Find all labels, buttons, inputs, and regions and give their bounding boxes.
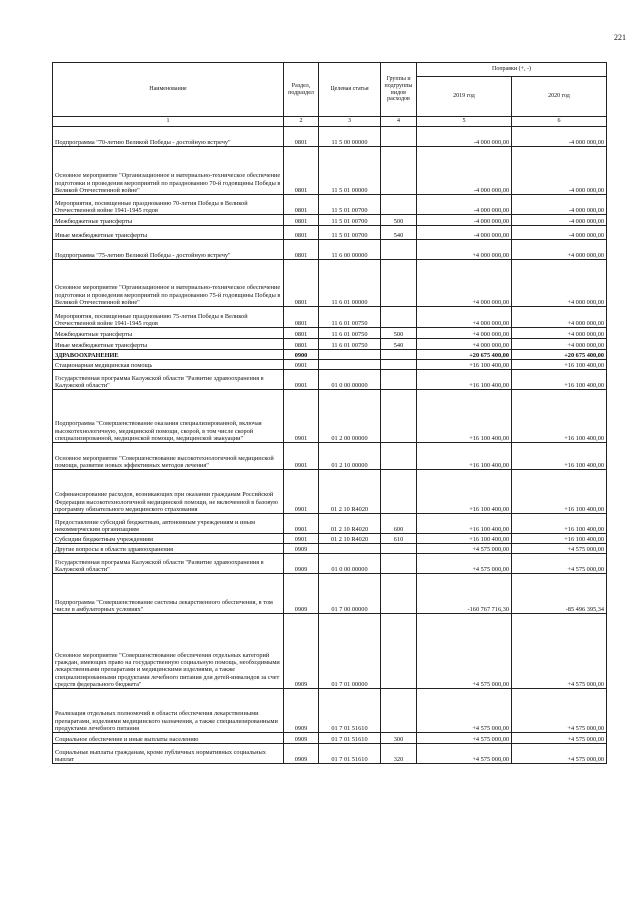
index-col-1: 1 <box>53 117 284 127</box>
row-amount-2020: -4 000 000,00 <box>512 127 607 147</box>
row-section: 0801 <box>284 307 319 328</box>
row-target: 01 7 01 51610 <box>319 744 381 764</box>
row-amount-2020: +16 100 400,00 <box>512 390 607 443</box>
row-target: 01 7 01 51610 <box>319 733 381 744</box>
index-col-6: 6 <box>512 117 607 127</box>
page-number: 221 <box>614 33 626 42</box>
table-row <box>53 614 607 689</box>
index-col-4: 4 <box>381 117 417 127</box>
table-row <box>53 514 607 534</box>
row-group <box>381 260 417 307</box>
row-amount-2019: -4 000 000,00 <box>417 195 512 215</box>
table-row <box>53 390 607 443</box>
row-target: 01 2 10 R4020 <box>319 534 381 544</box>
row-section: 0901 <box>284 534 319 544</box>
row-name: Другие вопросы в области здравоохранения <box>53 544 284 554</box>
row-group <box>381 574 417 614</box>
row-amount-2020: +4 000 000,00 <box>512 307 607 328</box>
row-target: 01 7 01 00000 <box>319 614 381 689</box>
row-amount-2020: -4 000 000,00 <box>512 147 607 195</box>
row-section: 0801 <box>284 328 319 339</box>
row-section: 0801 <box>284 226 319 240</box>
row-group <box>381 307 417 328</box>
header-amendments: Поправки (+, -) <box>417 63 607 77</box>
header-target: Целевая статья <box>319 63 381 117</box>
row-amount-2019: +4 575 000,00 <box>417 554 512 574</box>
row-target: 11 6 01 00750 <box>319 339 381 350</box>
row-group <box>381 127 417 147</box>
table-row <box>53 544 607 554</box>
row-group: 600 <box>381 514 417 534</box>
row-name: Социальные выплаты гражданам, кроме публичных нормативных социальных выплат <box>53 744 284 764</box>
row-group: 540 <box>381 339 417 350</box>
row-target: 11 5 00 00000 <box>319 127 381 147</box>
header-year-2019: 2019 год <box>417 77 512 117</box>
row-section: 0801 <box>284 127 319 147</box>
row-name: Субсидии бюджетным учреждениям <box>53 534 284 544</box>
row-group <box>381 390 417 443</box>
row-amount-2020: +4 000 000,00 <box>512 339 607 350</box>
row-amount-2020: -85 496 395,34 <box>512 574 607 614</box>
table-row <box>53 195 607 215</box>
row-section: 0901 <box>284 514 319 534</box>
row-section: 0909 <box>284 554 319 574</box>
table-row <box>53 240 607 260</box>
row-name: Основное мероприятие "Организационное и материально-техническое обеспечение подготовки и проведения мероприятий по празднованию 75-й годовщины Победы в Великой Отечественной войне" <box>53 260 284 307</box>
table-row <box>53 339 607 350</box>
row-amount-2019: -4 000 000,00 <box>417 147 512 195</box>
row-group: 540 <box>381 226 417 240</box>
row-section: 0801 <box>284 339 319 350</box>
row-amount-2019: -160 767 716,30 <box>417 574 512 614</box>
row-target: 01 7 01 51610 <box>319 689 381 733</box>
row-target: 01 0 00 00000 <box>319 370 381 390</box>
row-group: 610 <box>381 534 417 544</box>
row-amount-2019: -4 000 000,00 <box>417 127 512 147</box>
row-target: 11 5 01 00000 <box>319 147 381 195</box>
row-name: Основное мероприятие "Организационное и материально-техническое обеспечение подготовки и проведения мероприятий по празднованию 70-й годовщины Победы в Великой Отечественной войне" <box>53 147 284 195</box>
table-row <box>53 733 607 744</box>
row-section: 0909 <box>284 689 319 733</box>
row-name: Софинансирование расходов, возникающих при оказании гражданам Российской Федерации высокотехнологичной медицинской помощи, не включенной в базовую программу обязательного медицинского страхования <box>53 470 284 514</box>
row-group <box>381 195 417 215</box>
row-name: Стационарная медицинская помощь <box>53 360 284 370</box>
row-amount-2020: +20 675 400,00 <box>512 350 607 360</box>
index-col-5: 5 <box>417 117 512 127</box>
row-amount-2019: +4 575 000,00 <box>417 744 512 764</box>
row-amount-2020: +4 000 000,00 <box>512 328 607 339</box>
row-group <box>381 689 417 733</box>
table-row <box>53 443 607 470</box>
row-target: 11 5 01 00700 <box>319 195 381 215</box>
header-year-2020: 2020 год <box>512 77 607 117</box>
row-section: 0909 <box>284 733 319 744</box>
row-amount-2019: +16 100 400,00 <box>417 360 512 370</box>
row-amount-2019: +16 100 400,00 <box>417 390 512 443</box>
table-row <box>53 215 607 226</box>
row-name: Мероприятия, посвященные празднованию 70-летия Победы в Великой Отечественной войне 1941-1945 годов <box>53 195 284 215</box>
row-target: 11 6 01 00750 <box>319 307 381 328</box>
row-target: 01 0 00 00000 <box>319 554 381 574</box>
header-name: Наименование <box>53 63 284 117</box>
table-row <box>53 260 607 307</box>
row-amount-2020: +4 575 000,00 <box>512 689 607 733</box>
row-amount-2019: +4 000 000,00 <box>417 307 512 328</box>
row-section: 0901 <box>284 443 319 470</box>
budget-table <box>52 62 607 764</box>
table-row <box>53 574 607 614</box>
row-group <box>381 360 417 370</box>
row-name: Государственная программа Калужской области "Развитие здравоохранения в Калужской области" <box>53 554 284 574</box>
row-name: Иные межбюджетные трансферты <box>53 226 284 240</box>
row-name: Подпрограмма "75-летию Великой Победы - достойную встречу" <box>53 240 284 260</box>
table-row <box>53 127 607 147</box>
row-section: 0909 <box>284 544 319 554</box>
row-name: ЗДРАВООХРАНЕНИЕ <box>53 350 284 360</box>
row-amount-2020: +4 575 000,00 <box>512 544 607 554</box>
row-amount-2020: +16 100 400,00 <box>512 370 607 390</box>
row-amount-2019: +4 575 000,00 <box>417 689 512 733</box>
row-name: Реализация отдельных полномочий в области обеспечения лекарственными препаратами, изделиями медицинского назначения, а также специализированными продуктами лечебного питания <box>53 689 284 733</box>
row-amount-2020: -4 000 000,00 <box>512 195 607 215</box>
row-amount-2019: +16 100 400,00 <box>417 470 512 514</box>
row-amount-2020: +4 575 000,00 <box>512 554 607 574</box>
row-amount-2019: -4 000 000,00 <box>417 215 512 226</box>
table-row <box>53 328 607 339</box>
row-amount-2020: +16 100 400,00 <box>512 443 607 470</box>
row-group <box>381 544 417 554</box>
row-section: 0801 <box>284 147 319 195</box>
table-row <box>53 350 607 360</box>
table-row <box>53 370 607 390</box>
row-section: 0901 <box>284 360 319 370</box>
row-amount-2020: -4 000 000,00 <box>512 215 607 226</box>
row-amount-2019: +16 100 400,00 <box>417 514 512 534</box>
row-amount-2020: +16 100 400,00 <box>512 470 607 514</box>
row-section: 0901 <box>284 390 319 443</box>
row-amount-2019: +16 100 400,00 <box>417 534 512 544</box>
row-name: Подпрограмма "70-летию Великой Победы - достойную встречу" <box>53 127 284 147</box>
table-row <box>53 534 607 544</box>
index-col-2: 2 <box>284 117 319 127</box>
row-group <box>381 147 417 195</box>
row-target: 01 2 10 R4020 <box>319 470 381 514</box>
row-section: 0801 <box>284 240 319 260</box>
row-name: Иные межбюджетные трансферты <box>53 339 284 350</box>
row-group <box>381 470 417 514</box>
row-amount-2020: +16 100 400,00 <box>512 360 607 370</box>
row-group <box>381 370 417 390</box>
row-amount-2020: +4 000 000,00 <box>512 260 607 307</box>
row-target: 01 2 00 00000 <box>319 390 381 443</box>
row-section: 0801 <box>284 215 319 226</box>
row-name: Межбюджетные трансферты <box>53 328 284 339</box>
row-amount-2020: +4 000 000,00 <box>512 240 607 260</box>
row-section: 0801 <box>284 260 319 307</box>
table-row <box>53 470 607 514</box>
row-amount-2020: +16 100 400,00 <box>512 514 607 534</box>
index-col-3: 3 <box>319 117 381 127</box>
row-section: 0901 <box>284 370 319 390</box>
row-name: Основное мероприятие "Совершенствование обеспечения отдельных категорий граждан, имеющих право на государственную социальную помощь, необходимыми лекарственными препаратами и медицинскими изделиями, а также специализированными продуктами лечебного питания для детей-инвалидов за счет средств федерального бюджета" <box>53 614 284 689</box>
row-amount-2019: +20 675 400,00 <box>417 350 512 360</box>
row-group: 500 <box>381 328 417 339</box>
row-target: 11 6 00 00000 <box>319 240 381 260</box>
row-amount-2020: -4 000 000,00 <box>512 226 607 240</box>
row-section: 0801 <box>284 195 319 215</box>
table-row <box>53 307 607 328</box>
row-amount-2019: +4 575 000,00 <box>417 733 512 744</box>
row-amount-2020: +16 100 400,00 <box>512 534 607 544</box>
row-target: 01 2 10 R4020 <box>319 514 381 534</box>
row-target <box>319 350 381 360</box>
table-row <box>53 147 607 195</box>
row-amount-2019: +4 575 000,00 <box>417 614 512 689</box>
row-target: 11 5 01 00700 <box>319 215 381 226</box>
row-target: 11 6 01 00000 <box>319 260 381 307</box>
row-target <box>319 360 381 370</box>
table-row <box>53 689 607 733</box>
row-amount-2020: +4 575 000,00 <box>512 614 607 689</box>
row-group: 320 <box>381 744 417 764</box>
row-amount-2019: +4 000 000,00 <box>417 240 512 260</box>
row-name: Государственная программа Калужской области "Развитие здравоохранения в Калужской области" <box>53 370 284 390</box>
row-amount-2019: +16 100 400,00 <box>417 370 512 390</box>
row-name: Предоставление субсидий бюджетным, автономным учреждениям и иным некоммерческим организациям <box>53 514 284 534</box>
row-group <box>381 350 417 360</box>
row-group: 300 <box>381 733 417 744</box>
row-amount-2019: +4 000 000,00 <box>417 260 512 307</box>
header-group: Группы и подгруппы видов расходов <box>381 63 417 117</box>
row-section: 0901 <box>284 470 319 514</box>
table-row <box>53 360 607 370</box>
row-section: 0909 <box>284 744 319 764</box>
row-amount-2019: +4 000 000,00 <box>417 328 512 339</box>
row-target: 11 5 01 00700 <box>319 226 381 240</box>
row-target <box>319 544 381 554</box>
row-amount-2020: +4 575 000,00 <box>512 744 607 764</box>
row-amount-2019: +4 000 000,00 <box>417 339 512 350</box>
header-section: Раздел, подраздел <box>284 63 319 117</box>
row-target: 01 2 10 00000 <box>319 443 381 470</box>
table-row <box>53 554 607 574</box>
row-target: 11 6 01 00750 <box>319 328 381 339</box>
row-group <box>381 443 417 470</box>
row-section: 0900 <box>284 350 319 360</box>
row-name: Подпрограмма "Совершенствование системы лекарственного обеспечения, в том числе в амбулаторных условиях" <box>53 574 284 614</box>
row-target: 01 7 00 00000 <box>319 574 381 614</box>
row-amount-2019: +16 100 400,00 <box>417 443 512 470</box>
row-section: 0909 <box>284 614 319 689</box>
table-row <box>53 744 607 764</box>
row-group <box>381 240 417 260</box>
row-group: 500 <box>381 215 417 226</box>
row-name: Межбюджетные трансферты <box>53 215 284 226</box>
table-row <box>53 226 607 240</box>
row-amount-2019: -4 000 000,00 <box>417 226 512 240</box>
row-section: 0909 <box>284 574 319 614</box>
row-name: Основное мероприятие "Совершенствование высокотехнологичной медицинской помощи, развитие новых эффективных методов лечения" <box>53 443 284 470</box>
row-amount-2019: +4 575 000,00 <box>417 544 512 554</box>
row-group <box>381 614 417 689</box>
row-name: Социальное обеспечение и иные выплаты населению <box>53 733 284 744</box>
row-group <box>381 554 417 574</box>
row-name: Мероприятия, посвященные празднованию 75-летия Победы в Великой Отечественной войне 1941-1945 годов <box>53 307 284 328</box>
row-amount-2020: +4 575 000,00 <box>512 733 607 744</box>
row-name: Подпрограмма "Совершенствование оказания специализированной, включая высокотехнологичную, медицинской помощи, скорой, в том числе скорой специализированной, медицинской помощи, медицинской эвакуации" <box>53 390 284 443</box>
